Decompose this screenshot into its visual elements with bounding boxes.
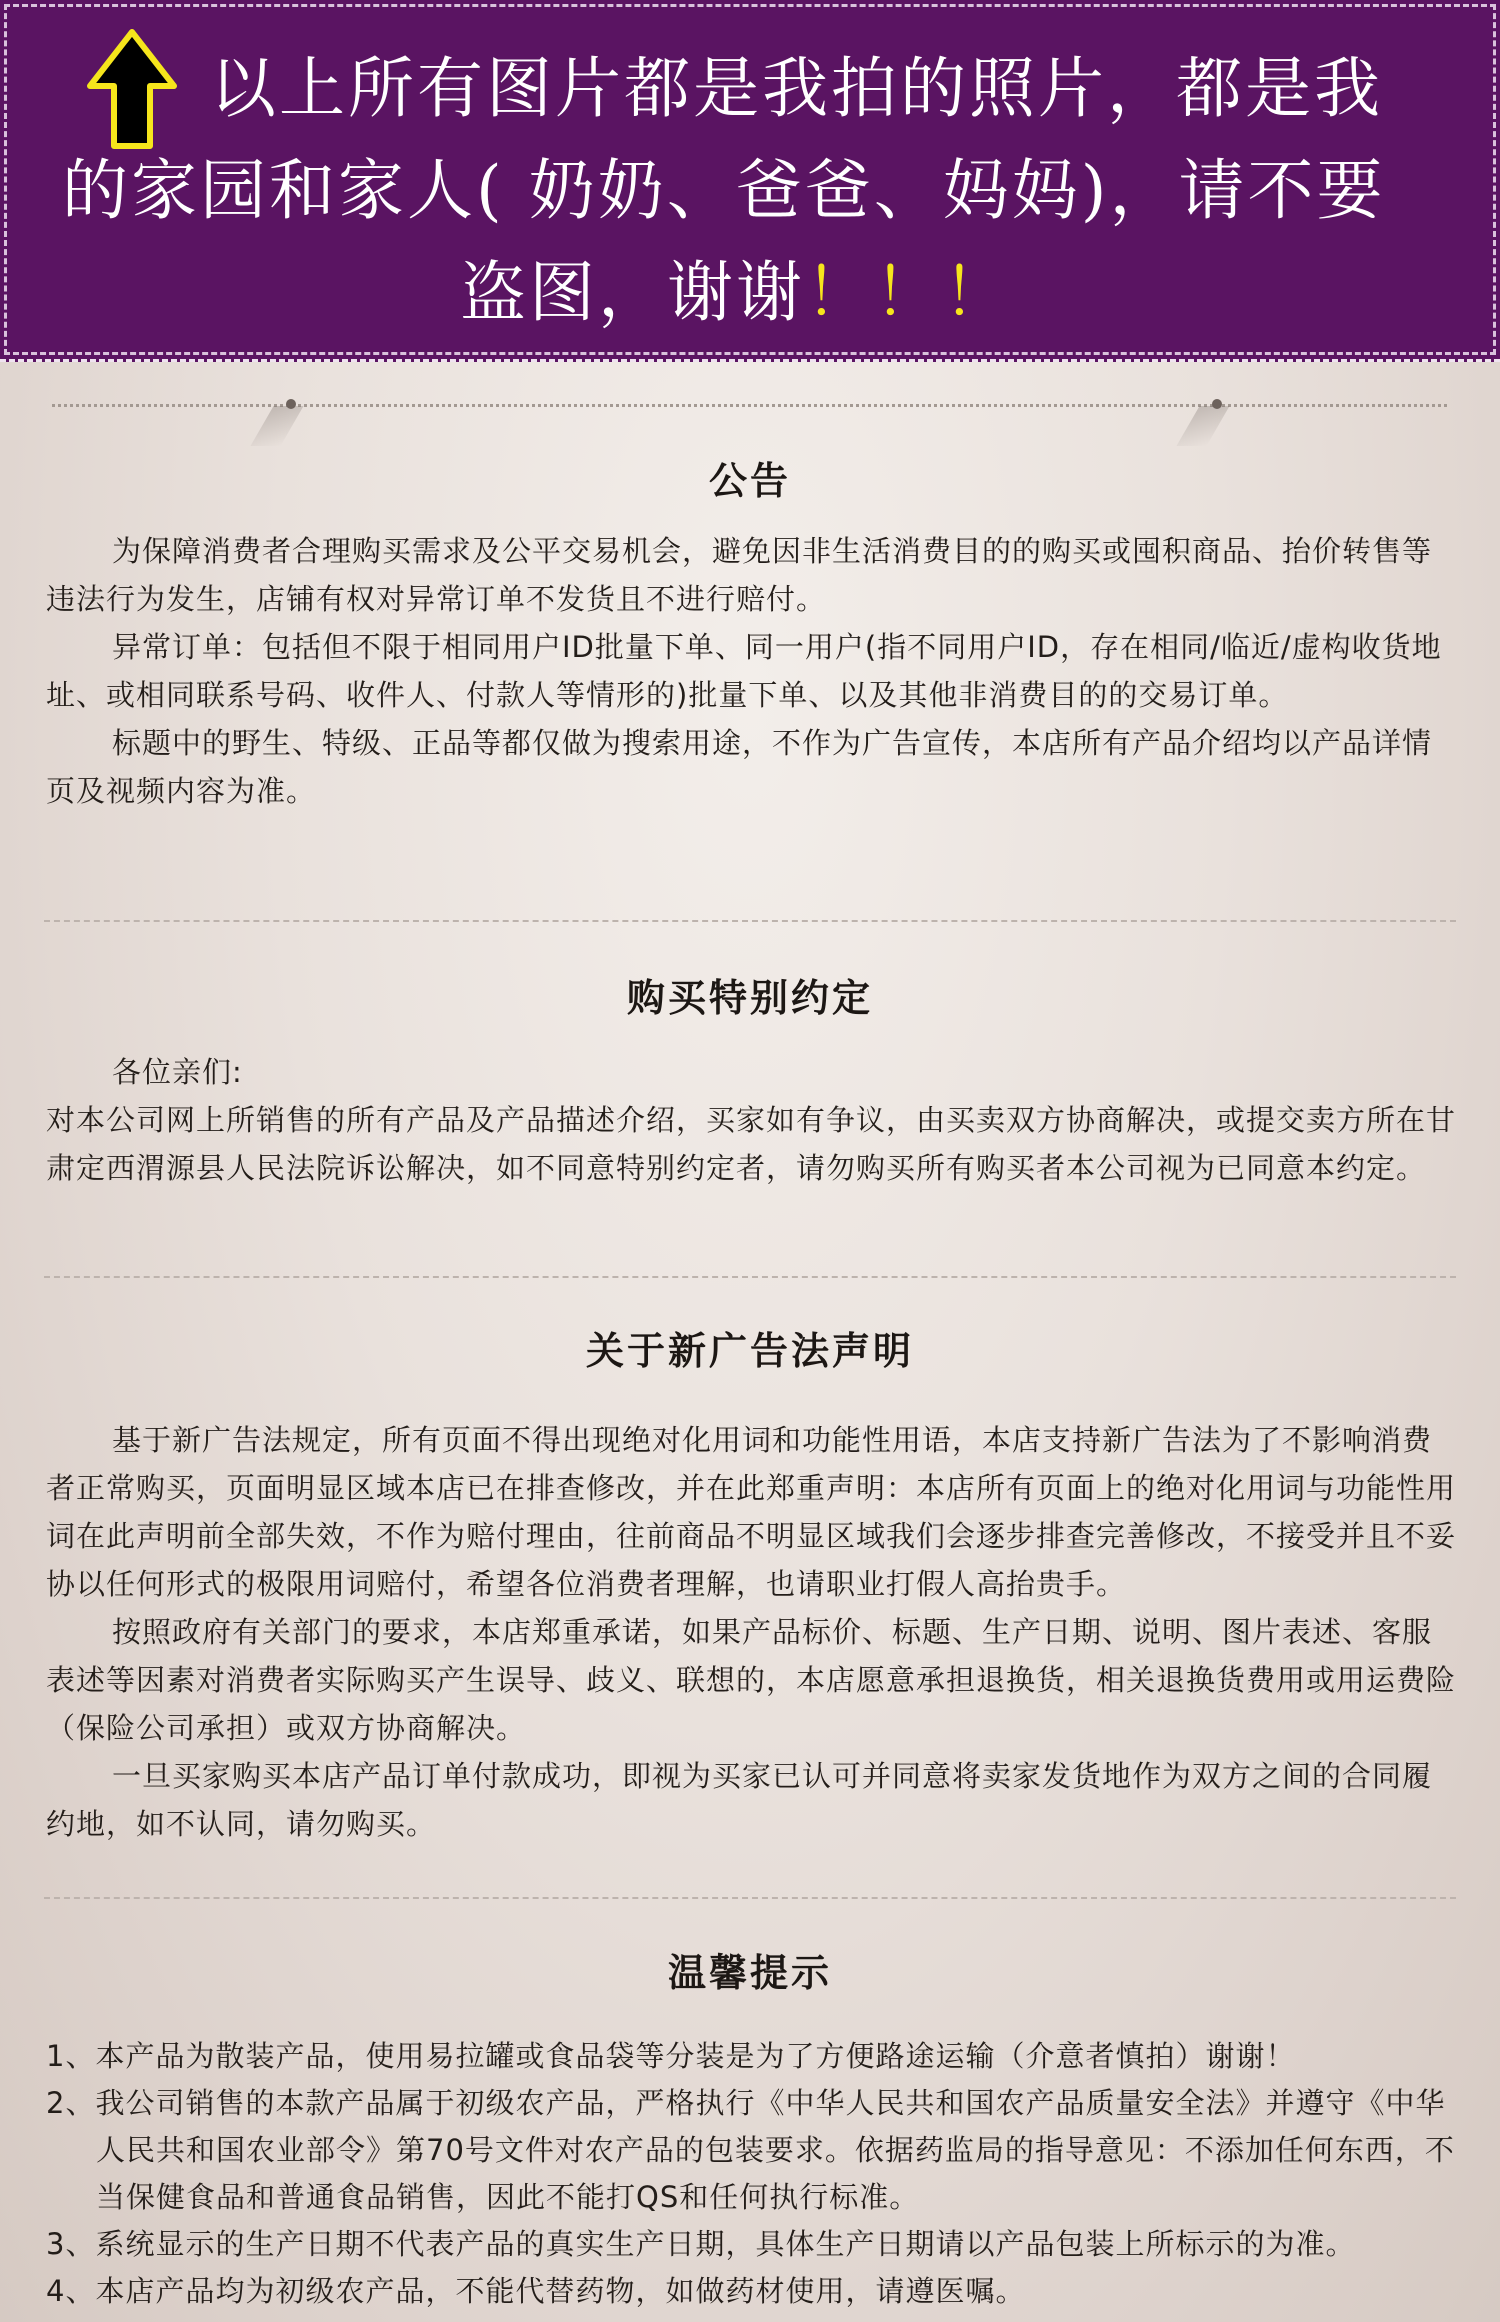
special-agreement-greeting: 各位亲们: (112, 1055, 243, 1089)
banner-line-3 (460, 252, 1012, 334)
special-agreement-title: 购买特别约定 (626, 976, 873, 1020)
section-divider (44, 920, 1456, 922)
section-divider (44, 1276, 1456, 1278)
ad-law-title: 关于新广告法声明 (585, 1329, 914, 1373)
special-agreement-text: 对本公司网上所销售的所有产品及产品描述介绍，买家如有争议，由买卖双方协商解决，或提交卖方所在甘肃定西渭源县人民法院诉讼解决，如不同意特别约定者，请勿购买所有购买者本公司视为已同意本约定。 (46, 1103, 1457, 1185)
up-arrow-icon (86, 28, 178, 150)
pin-shadow (1176, 406, 1229, 446)
ad-law-paragraph-2: 按照政府有关部门的要求，本店郑重承诺，如果产品标价、标题、生产日期、说明、图片表述、客服表述等因素对消费者实际购买产生误导、歧义、联想的，本店愿意承担退换货，相关退换货费用或用运费险（保险公司承担）或双方协商解决。 (46, 1615, 1457, 1745)
announcement-title: 公告 (708, 459, 791, 503)
tips-title: 温馨提示 (667, 1951, 832, 1995)
announcement-paragraph-2: 异常订单：包括但不限于相同用户ID批量下单、同一用户(指不同用户ID，存在相同/临近/虚构收货地址、或相同联系号码、收件人、付款人等情形的)批量下单、以及其他非消费目的的交易订单。 (46, 630, 1442, 712)
banner-line-1: 以上所有图片都是我拍的照片，都是我 (210, 50, 1383, 127)
tip-item: 1、本产品为散装产品，使用易拉罐或食品袋等分装是为了方便路途运输（介意者慎拍）谢谢！ (46, 2039, 1296, 2073)
ad-law-paragraph-1: 基于新广告法规定，所有页面不得出现绝对化用词和功能性用语，本店支持新广告法为了不影响消费者正常购买，页面明显区域本店已在排查修改，并在此郑重声明：本店所有页面上的绝对化用词与功能性用词在此声明前全部失效，不作为赔付理由，往前商品不明显区域我们会逐步排查完善修改，不接受并且不妥协以任何形式的极限用词赔付，希望各位消费者理解，也请职业打假人高抬贵手。 (46, 1423, 1457, 1601)
pin-icon (286, 399, 296, 409)
tip-item: 4、本店产品均为初级农产品，不能代替药物，如做药材使用，请遵医嘱。 (46, 2274, 1026, 2308)
announcement-paragraph-3: 标题中的野生、特级、正品等都仅做为搜索用途，不作为广告宣传，本店所有产品介绍均以产品详情页及视频内容为准。 (46, 726, 1433, 808)
top-banner (0, 0, 1500, 362)
banner-exclamations: ！！！ (805, 254, 1012, 331)
announcement-paragraph-1: 为保障消费者合理购买需求及公平交易机会，避免因非生活消费目的的购买或囤积商品、抬价转售等违法行为发生，店铺有权对异常订单不发货且不进行赔付。 (46, 534, 1433, 616)
tips-list (46, 2033, 1466, 2315)
special-agreement-body (46, 1048, 1456, 1192)
tip-item: 2、我公司销售的本款产品属于初级农产品，严格执行《中华人民共和国农产品质量安全法》并遵守《中华人民共和国农业部令》第70号文件对农产品的包装要求。依据药监局的指导意见：不添加任何东西，不当保健食品和普通食品销售，因此不能打QS和任何执行标准。 (46, 2086, 1455, 2214)
dotted-divider (52, 404, 1447, 407)
section-divider (44, 1897, 1456, 1899)
banner-line-3-text: 盗图，谢谢 (460, 254, 805, 331)
announcement-body (46, 527, 1456, 815)
banner-line-2: 的家园和家人( 奶奶、爸爸、妈妈)，请不要 (62, 152, 1386, 229)
pin-icon (1212, 399, 1222, 409)
tip-item: 3、系统显示的生产日期不代表产品的真实生产日期，具体生产日期请以产品包装上所标示的为准。 (46, 2227, 1356, 2261)
pin-shadow (250, 406, 303, 446)
ad-law-body (46, 1416, 1456, 1848)
ad-law-paragraph-3: 一旦买家购买本店产品订单付款成功，即视为买家已认可并同意将卖家发货地作为双方之间的合同履约地，如不认同，请勿购买。 (46, 1759, 1433, 1841)
